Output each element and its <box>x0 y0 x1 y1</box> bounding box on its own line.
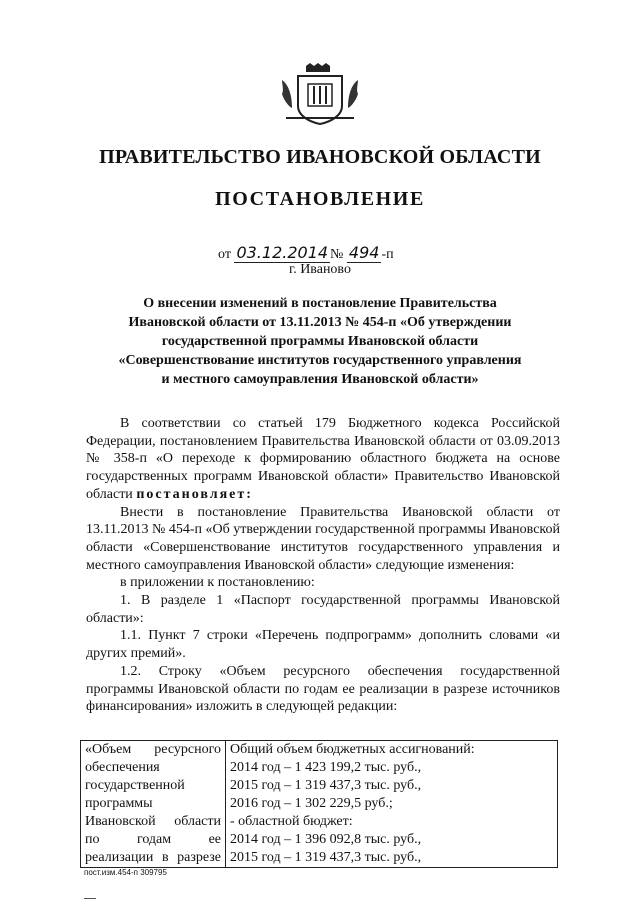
document-type-title: ПОСТАНОВЛЕНИЕ <box>215 188 425 210</box>
table-line: 2014 год – 1 423 199,2 тыс. руб., <box>230 760 422 775</box>
subject-line: О внесении изменений в постановление Правительства <box>143 296 497 311</box>
table-line: 2015 год – 1 319 437,3 тыс. руб., <box>230 778 422 793</box>
table-line: Общий объем бюджетных ассигнований: <box>230 742 475 757</box>
table-line: - областной бюджет: <box>230 814 353 829</box>
table-line: 2014 год – 1 396 092,8 тыс. руб., <box>230 832 422 847</box>
body-paragraph: в приложении к постановлению: <box>120 575 315 591</box>
number-label: № <box>330 247 344 262</box>
from-label: от <box>218 247 231 262</box>
body-paragraph: 1.2. Строку «Объем ресурсного обеспечения государственной программы Ивановской области по годам ее реализации в разрезе источников финансирования» изложить в следующей редакции: <box>86 663 560 715</box>
date-number-line <box>218 243 394 263</box>
body-paragraph: Внести в постановление Правительства Ивановской области от 13.11.2013 № 454-п «Об утверждении государственной программы Ивановской области «Совершенствование институтов государственного управления и местного самоуправления Ивановской области» следующие изменения: <box>86 504 560 573</box>
page-mark <box>84 898 96 899</box>
table-line: 2016 год – 1 302 229,5 руб.; <box>230 796 393 811</box>
body-paragraph: 1. В разделе 1 «Паспорт государственной программы Ивановской области»: <box>86 593 560 626</box>
table-line: государственной <box>85 778 185 793</box>
table-line: «Объем ресурсного <box>85 742 221 757</box>
table-line: обеспечения <box>85 760 160 775</box>
body-paragraph <box>86 415 560 504</box>
preamble-text: В соответствии со статьей 179 Бюджетного кодекса Российской Федерации, постановлением Правительства Ивановской области от 03.09.2013 № 358-п «О переходе к формированию областного бюджета на основе государственных программ Ивановской области» Правительство Ивановской области <box>86 416 560 502</box>
table-line: программы <box>85 796 153 811</box>
table-line: 2015 год – 1 319 437,3 тыс. руб., <box>230 850 422 865</box>
number-suffix: -п <box>381 247 394 262</box>
document-subject <box>100 294 540 389</box>
file-reference: пост.изм.454-п 309795 <box>84 868 167 877</box>
subject-line: и местного самоуправления Ивановской области» <box>161 372 479 387</box>
table-row <box>81 741 558 868</box>
city: г. Иваново <box>289 262 351 277</box>
subject-line: «Совершенствование институтов государственного управления <box>118 353 522 368</box>
document-number: 494 <box>348 243 380 262</box>
decree-word: постановляет: <box>136 486 253 502</box>
subject-line: Ивановской области от 13.11.2013 № 454-п «Об утверждении <box>128 315 512 330</box>
coat-of-arms-icon <box>276 62 364 126</box>
resource-table <box>80 740 558 868</box>
table-line: реализации в разрезе <box>85 850 221 865</box>
table-line: Ивановской области <box>85 814 221 829</box>
table-cell-label <box>81 741 226 868</box>
government-title: ПРАВИТЕЛЬСТВО ИВАНОВСКОЙ ОБЛАСТИ <box>99 146 541 168</box>
table-line: по годам ее <box>85 832 221 847</box>
table-cell-value <box>226 741 558 868</box>
body-paragraph: 1.1. Пункт 7 строки «Перечень подпрограмм» дополнить словами «и других премий». <box>86 628 560 662</box>
document-body <box>86 415 560 716</box>
document-date: 03.12.2014 <box>236 243 329 262</box>
subject-line: государственной программы Ивановской области <box>161 334 479 349</box>
